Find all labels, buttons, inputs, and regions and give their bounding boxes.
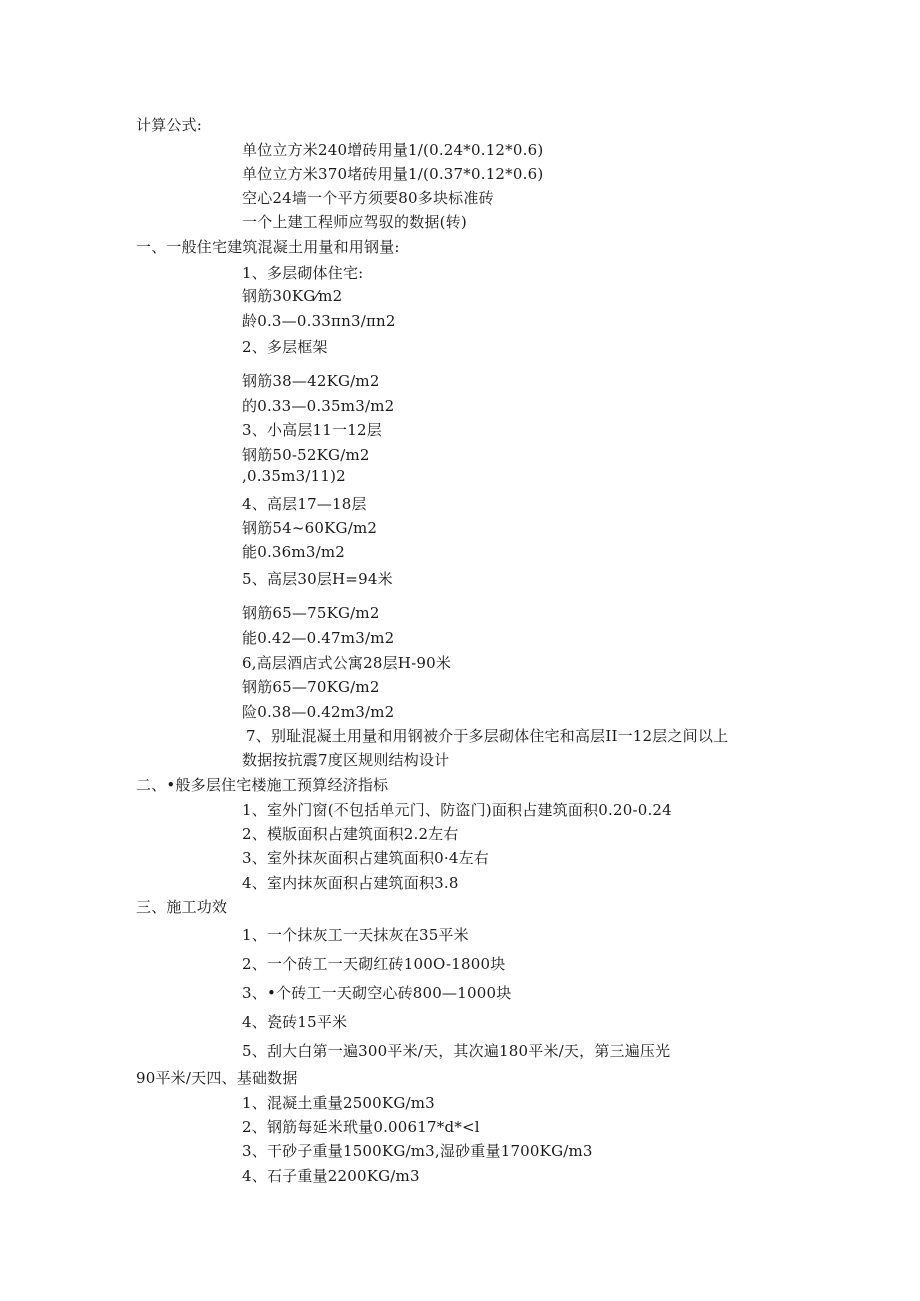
section-2-line: 1、室外门窗(不包括单元门、防盗门)面积占建筑面积0.20-0.24 bbox=[242, 801, 672, 819]
section-1-line: 能0.42—0.47m3∕m2 bbox=[242, 629, 395, 647]
section-4-line: 1、混凝土重量2500KG∕m3 bbox=[242, 1094, 435, 1112]
section-1-line: 6,高层酒店式公寓28层H-90米 bbox=[242, 654, 452, 672]
formula-line-4: 一个上建工程师应驾驭的数据(转) bbox=[242, 213, 467, 231]
section-1-line: 2、多层框架 bbox=[242, 338, 328, 356]
section-4-line: 2、钢筋每延米玳量0.00617*d*<l bbox=[242, 1118, 480, 1136]
section-3-line: 1、一个抹灰工一天抹灰在35平米 bbox=[242, 926, 469, 944]
section-1-line: 钢筋65—75KG∕m2 bbox=[242, 604, 380, 622]
section-1-line: 3、小高层11一12层 bbox=[242, 421, 382, 439]
section-2-line: 2、模版面积占建筑面积2.2左右 bbox=[242, 825, 459, 843]
formula-title: 计算公式: bbox=[136, 116, 203, 134]
section-3-heading: 三、施工功效 bbox=[136, 898, 228, 916]
section-1-line: 钢筋65—70KG∕m2 bbox=[242, 678, 380, 696]
section-3-line: 4、瓷砖15平米 bbox=[242, 1013, 348, 1031]
section-1-line: 钢筋54~60KG∕m2 bbox=[242, 519, 378, 537]
section-1-line: 4、高层17—18层 bbox=[242, 495, 367, 513]
section-1-line: 数据按抗震7度区规则结构设计 bbox=[242, 751, 450, 769]
formula-line-3: 空心24墙一个平方须要80多块标准砖 bbox=[242, 189, 494, 207]
section-2-line: 4、室内抹灰面积占建筑面积3.8 bbox=[242, 874, 459, 892]
section-4-line: 3、干砂子重量1500KG∕m3,湿砂重量1700KG∕m3 bbox=[242, 1142, 593, 1160]
section-1-line: 钢筋30KG⁄m2 bbox=[242, 287, 343, 305]
section-1-line: 1、多层砌体住宅: bbox=[242, 264, 364, 282]
section-2-heading: 二、•般多层住宅楼施工预算经济指标 bbox=[136, 776, 389, 794]
section-4-heading: 90平米/天四、基础数据 bbox=[136, 1069, 298, 1087]
formula-line-2: 单位立方米370堵砖用量1/(0.37*0.12*0.6) bbox=[242, 165, 544, 183]
section-3-line: 5、刮大白第一遍300平米/天，其次遍180平米/天，第三遍压光 bbox=[242, 1042, 671, 1060]
section-3-line: 3、•个砖工一天砌空心砖800—1000块 bbox=[242, 984, 512, 1002]
formula-line-1: 单位立方米240增砖用量1/(0.24*0.12*0.6) bbox=[242, 141, 544, 159]
section-1-line: 能0.36m3∕m2 bbox=[242, 543, 345, 561]
section-1-line: 龄0.3—0.33πn3∕πn2 bbox=[242, 312, 396, 330]
section-1-line: 钢筋38—42KG∕m2 bbox=[242, 372, 380, 390]
section-3-line: 2、一个砖工一天砌红砖100O-1800块 bbox=[242, 955, 506, 973]
section-1-line: 的0.33—0.35m3∕m2 bbox=[242, 397, 395, 415]
section-4-line: 4、石子重量2200KG∕m3 bbox=[242, 1167, 420, 1185]
section-1-line: 钢筋50-52KG∕m2 bbox=[242, 446, 370, 464]
section-1-line: ,0.35m3∕11)2 bbox=[242, 467, 346, 485]
section-1-line: 5、高层30层H=94米 bbox=[242, 570, 393, 588]
section-1-line: 7、别耻混凝土用量和用钢被介于多层砌体住宅和高层II一12层之间以上 bbox=[246, 727, 729, 745]
section-1-heading: 一、一般住宅建筑混凝土用量和用钢量: bbox=[136, 238, 400, 256]
section-2-line: 3、室外抹灰面积占建筑面积0·4左右 bbox=[242, 849, 489, 867]
section-1-line: 险0.38—0.42m3∕m2 bbox=[242, 703, 395, 721]
